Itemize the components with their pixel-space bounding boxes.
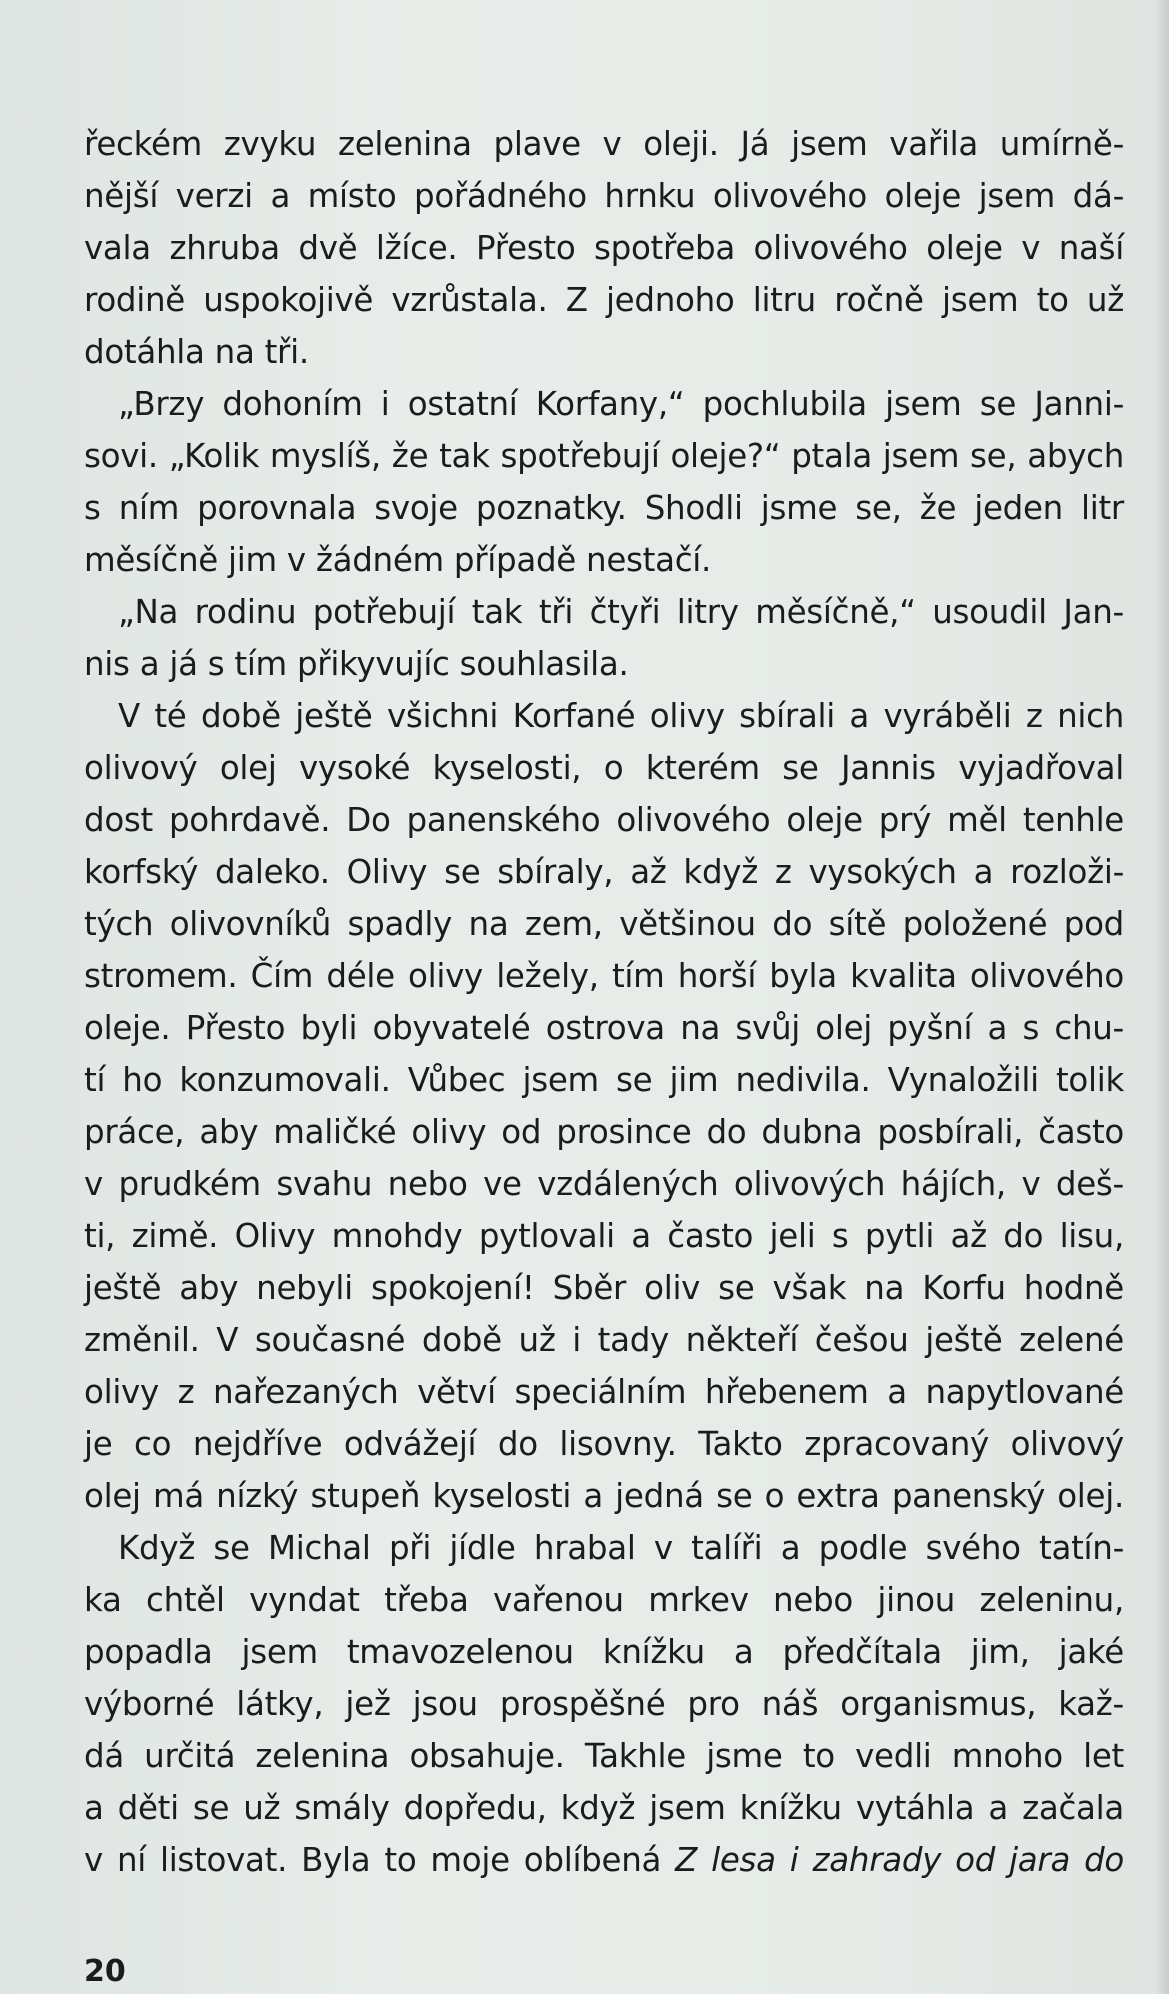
text-line: nis a já s tím přikyvujíc souhlasila.: [84, 645, 629, 683]
text-line: „Na rodinu potřebují tak tři čtyři litry měsíčně,“ usoudil Jan-: [118, 593, 1124, 631]
text-line: s ním porovnala svoje poznatky. Shodli jsme se, že jeden litr: [84, 489, 1124, 527]
text-line: korfský daleko. Olivy se sbíraly, až když z vysokých a rozloži-: [84, 853, 1124, 891]
text-line: dost pohrdavě. Do panenského olivového oleje prý měl tenhle: [84, 801, 1124, 839]
page-number: 20: [84, 1954, 126, 1989]
text-line: v prudkém svahu nebo ve vzdálených olivových hájích, v deš-: [84, 1165, 1124, 1203]
body-text: [84, 118, 1124, 1886]
text-line: řeckém zvyku zelenina plave v oleji. Já jsem vařila umírně-: [84, 125, 1124, 163]
text-line: měsíčně jim v žádném případě nestačí.: [84, 541, 712, 579]
text-line: V té době ještě všichni Korfané olivy sbírali a vyráběli z nich: [118, 697, 1124, 735]
text-line: olej má nízký stupeň kyselosti a jedná se o extra panenský olej.: [84, 1477, 1124, 1515]
text-line: oleje. Přesto byli obyvatelé ostrova na svůj olej pyšní a s chu-: [84, 1009, 1124, 1047]
text-line: olivový olej vysoké kyselosti, o kterém se Jannis vyjadřoval: [84, 749, 1124, 787]
text-line: rodině uspokojivě vzrůstala. Z jednoho litru ročně jsem to už: [84, 281, 1124, 319]
text-line: popadla jsem tmavozelenou knížku a předčítala jim, jaké: [84, 1633, 1124, 1671]
text-line: je co nejdříve odvážejí do lisovny. Takto zpracovaný olivový: [84, 1425, 1124, 1463]
text-line: výborné látky, jež jsou prospěšné pro náš organismus, kaž-: [84, 1685, 1124, 1723]
text-line: ti, zimě. Olivy mnohdy pytlovali a často jeli s pytli až do lisu,: [84, 1217, 1124, 1255]
text-line: nější verzi a místo pořádného hrnku olivového oleje jsem dá-: [84, 177, 1124, 215]
text-line: a děti se už smály dopředu, když jsem knížku vytáhla a začala: [84, 1789, 1124, 1827]
text-line: práce, aby maličké olivy od prosince do dubna posbírali, často: [84, 1113, 1124, 1151]
text-line: vala zhruba dvě lžíce. Přesto spotřeba olivového oleje v naší: [84, 229, 1124, 267]
text-line: ještě aby nebyli spokojení! Sběr oliv se však na Korfu hodně: [84, 1269, 1124, 1307]
text-line: sovi. „Kolik myslíš, že tak spotřebují oleje?“ ptala jsem se, abych: [84, 437, 1124, 475]
text-line-with-title: [84, 1834, 1124, 1886]
text-line: změnil. V současné době už i tady někteří češou ještě zelené: [84, 1321, 1124, 1359]
text-line: Když se Michal při jídle hrabal v talíři a podle svého tatín-: [118, 1529, 1124, 1567]
text-line: tých olivovníků spadly na zem, většinou do sítě položené pod: [84, 905, 1124, 943]
text-line: dá určitá zelenina obsahuje. Takhle jsme to vedli mnoho let: [84, 1737, 1124, 1775]
text-line: „Brzy dohoním i ostatní Korfany,“ pochlubila jsem se Janni-: [118, 385, 1124, 423]
text-line-start: v ní listovat. Byla to moje oblíbená: [84, 1841, 662, 1879]
text-line: dotáhla na tři.: [84, 333, 309, 371]
text-line: olivy z nařezaných větví speciálním hřebenem a napytlované: [84, 1373, 1124, 1411]
text-line: stromem. Čím déle olivy ležely, tím horší byla kvalita olivového: [84, 957, 1124, 995]
text-line: ka chtěl vyndat třeba vařenou mrkev nebo jinou zeleninu,: [84, 1581, 1124, 1619]
page-edge-shadow: [1155, 0, 1169, 1994]
book-title-italic: Z lesa i zahrady od jara do: [675, 1841, 1124, 1879]
text-line: tí ho konzumovali. Vůbec jsem se jim nedivila. Vynaložili tolik: [84, 1061, 1124, 1099]
